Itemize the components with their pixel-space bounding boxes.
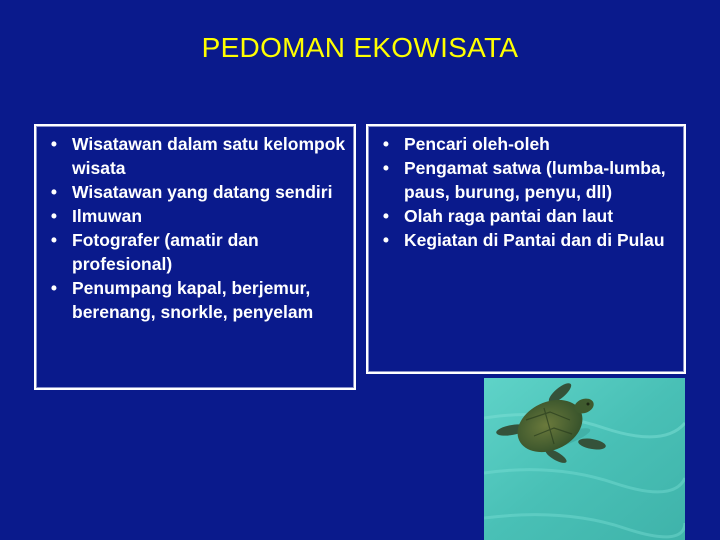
bullet-icon: •: [50, 206, 58, 226]
left-bullet-list: [46, 132, 358, 324]
right-bullet-list: [378, 132, 682, 252]
bullet-icon: •: [382, 206, 390, 226]
list-item: [46, 204, 358, 228]
left-text-box: [34, 124, 356, 390]
list-item-text: Wisatawan yang datang sendiri: [72, 182, 333, 202]
bullet-icon: •: [382, 158, 390, 178]
list-item-text: Fotografer (amatir dan profesional): [72, 230, 259, 274]
list-item: [46, 228, 358, 276]
list-item-text: Pengamat satwa (lumba-lumba, paus, burung, penyu, dll): [404, 158, 666, 202]
list-item-text: Penumpang kapal, berjemur, berenang, snorkle, penyelam: [72, 278, 314, 322]
list-item-text: Pencari oleh-oleh: [404, 134, 550, 154]
bullet-icon: •: [50, 230, 58, 250]
list-item-text: Kegiatan di Pantai dan di Pulau: [404, 230, 665, 250]
right-text-box: [366, 124, 686, 374]
sea-turtle-photo: [484, 378, 685, 540]
list-item: [378, 132, 682, 156]
bullet-icon: •: [50, 134, 58, 154]
list-item: [46, 276, 358, 324]
bullet-icon: •: [382, 134, 390, 154]
bullet-icon: •: [50, 182, 58, 202]
list-item: [46, 180, 358, 204]
list-item: [46, 132, 358, 180]
list-item: [378, 204, 682, 228]
list-item-text: Olah raga pantai dan laut: [404, 206, 614, 226]
list-item-text: Wisatawan dalam satu kelompok wisata: [72, 134, 346, 178]
list-item: [378, 156, 682, 204]
bullet-icon: •: [382, 230, 390, 250]
list-item: [378, 228, 682, 252]
bullet-icon: •: [50, 278, 58, 298]
list-item-text: Ilmuwan: [72, 206, 143, 226]
slide-title: PEDOMAN EKOWISATA: [201, 32, 519, 63]
